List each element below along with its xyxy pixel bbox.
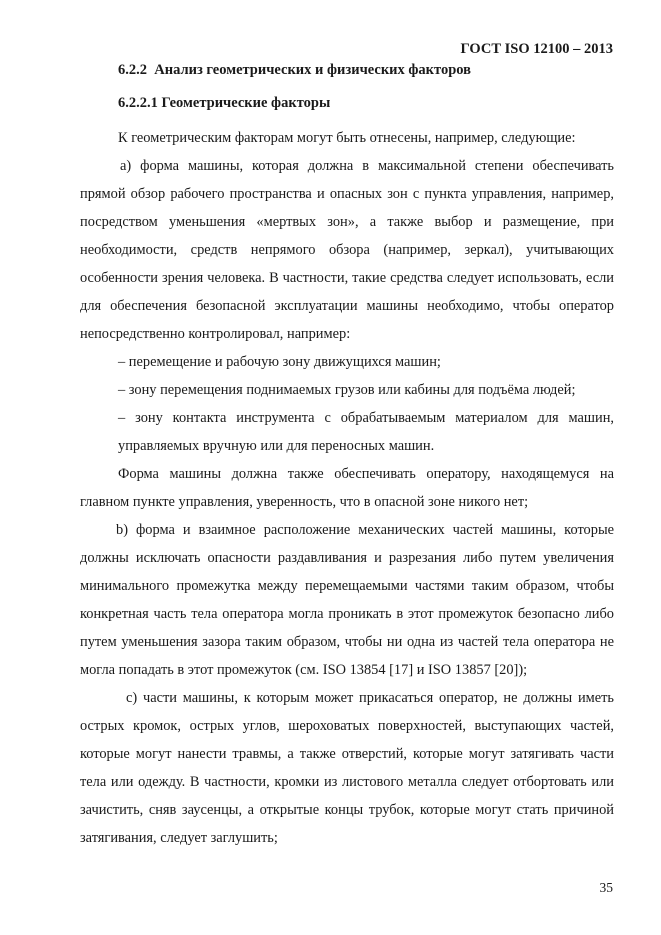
section-title: Анализ геометрических и физических факторов bbox=[154, 62, 471, 78]
subsection-heading bbox=[118, 95, 330, 112]
item-b-paragraph: b) форма и взаимное расположение механических частей машины, которые должны исключать опасности раздавливания и разрезания либо путем увеличения минимального промежутка между перемещаемыми частями таким образом, чтобы конкретная часть тела оператора могла проникать в этот промежуток безопасно либо путем уменьшения зазора таким образом, чтобы ни одна из частей тела оператора не могла попадать в этот промежуток (см. ISO 13854 [17] и ISO 13857 [20]); bbox=[80, 522, 614, 678]
dash-item-1: – перемещение и рабочую зону движущихся машин; bbox=[118, 354, 441, 370]
section-number: 6.2.2 bbox=[118, 62, 147, 78]
intro-paragraph: К геометрическим факторам могут быть отнесены, например, следующие: bbox=[118, 130, 576, 146]
section-heading bbox=[118, 62, 471, 79]
item-a-paragraph: а) форма машины, которая должна в максимальной степени обеспечивать прямой обзор рабочего пространства и опасных зон с пункта управления, например, посредством уменьшения «мертвых зон», а также выбор и размещение, при необходимости, средств непрямого обзора (например, зеркал), учитывающих особенности зрения человека. В частности, такие средства следует использовать, если для обеспечения безопасной эксплуатации машины необходимо, чтобы оператор непосредственно контролировал, например: bbox=[80, 158, 614, 342]
page-number: 35 bbox=[599, 880, 613, 895]
dash-item-3: – зону контакта инструмента с обрабатываемым материалом для машин, управляемых вручную или для переносных машин. bbox=[118, 410, 614, 454]
item-c-paragraph: с) части машины, к которым может прикасаться оператор, не должны иметь острых кромок, острых углов, шероховатых поверхностей, выступающих частей, которые могут нанести травмы, а также отверстий, которые могут затягивать части тела или одежду. В частности, кромки из листового металла следует отбортовать или зачистить, сняв заусенцы, а открытые концы трубок, которые могут стать причиной затягивания, следует заглушить; bbox=[80, 690, 614, 846]
dash-item-2: – зону перемещения поднимаемых грузов или кабины для подъёма людей; bbox=[118, 382, 576, 398]
body-text bbox=[80, 124, 614, 852]
subsection-number: 6.2.2.1 bbox=[118, 95, 158, 111]
subsection-title: Геометрические факторы bbox=[161, 95, 331, 111]
standard-header: ГОСТ ISO 12100 – 2013 bbox=[460, 41, 613, 57]
form-paragraph: Форма машины должна также обеспечивать оператору, находящемуся на главном пункте управления, уверенность, что в опасной зоне никого нет; bbox=[80, 466, 614, 510]
